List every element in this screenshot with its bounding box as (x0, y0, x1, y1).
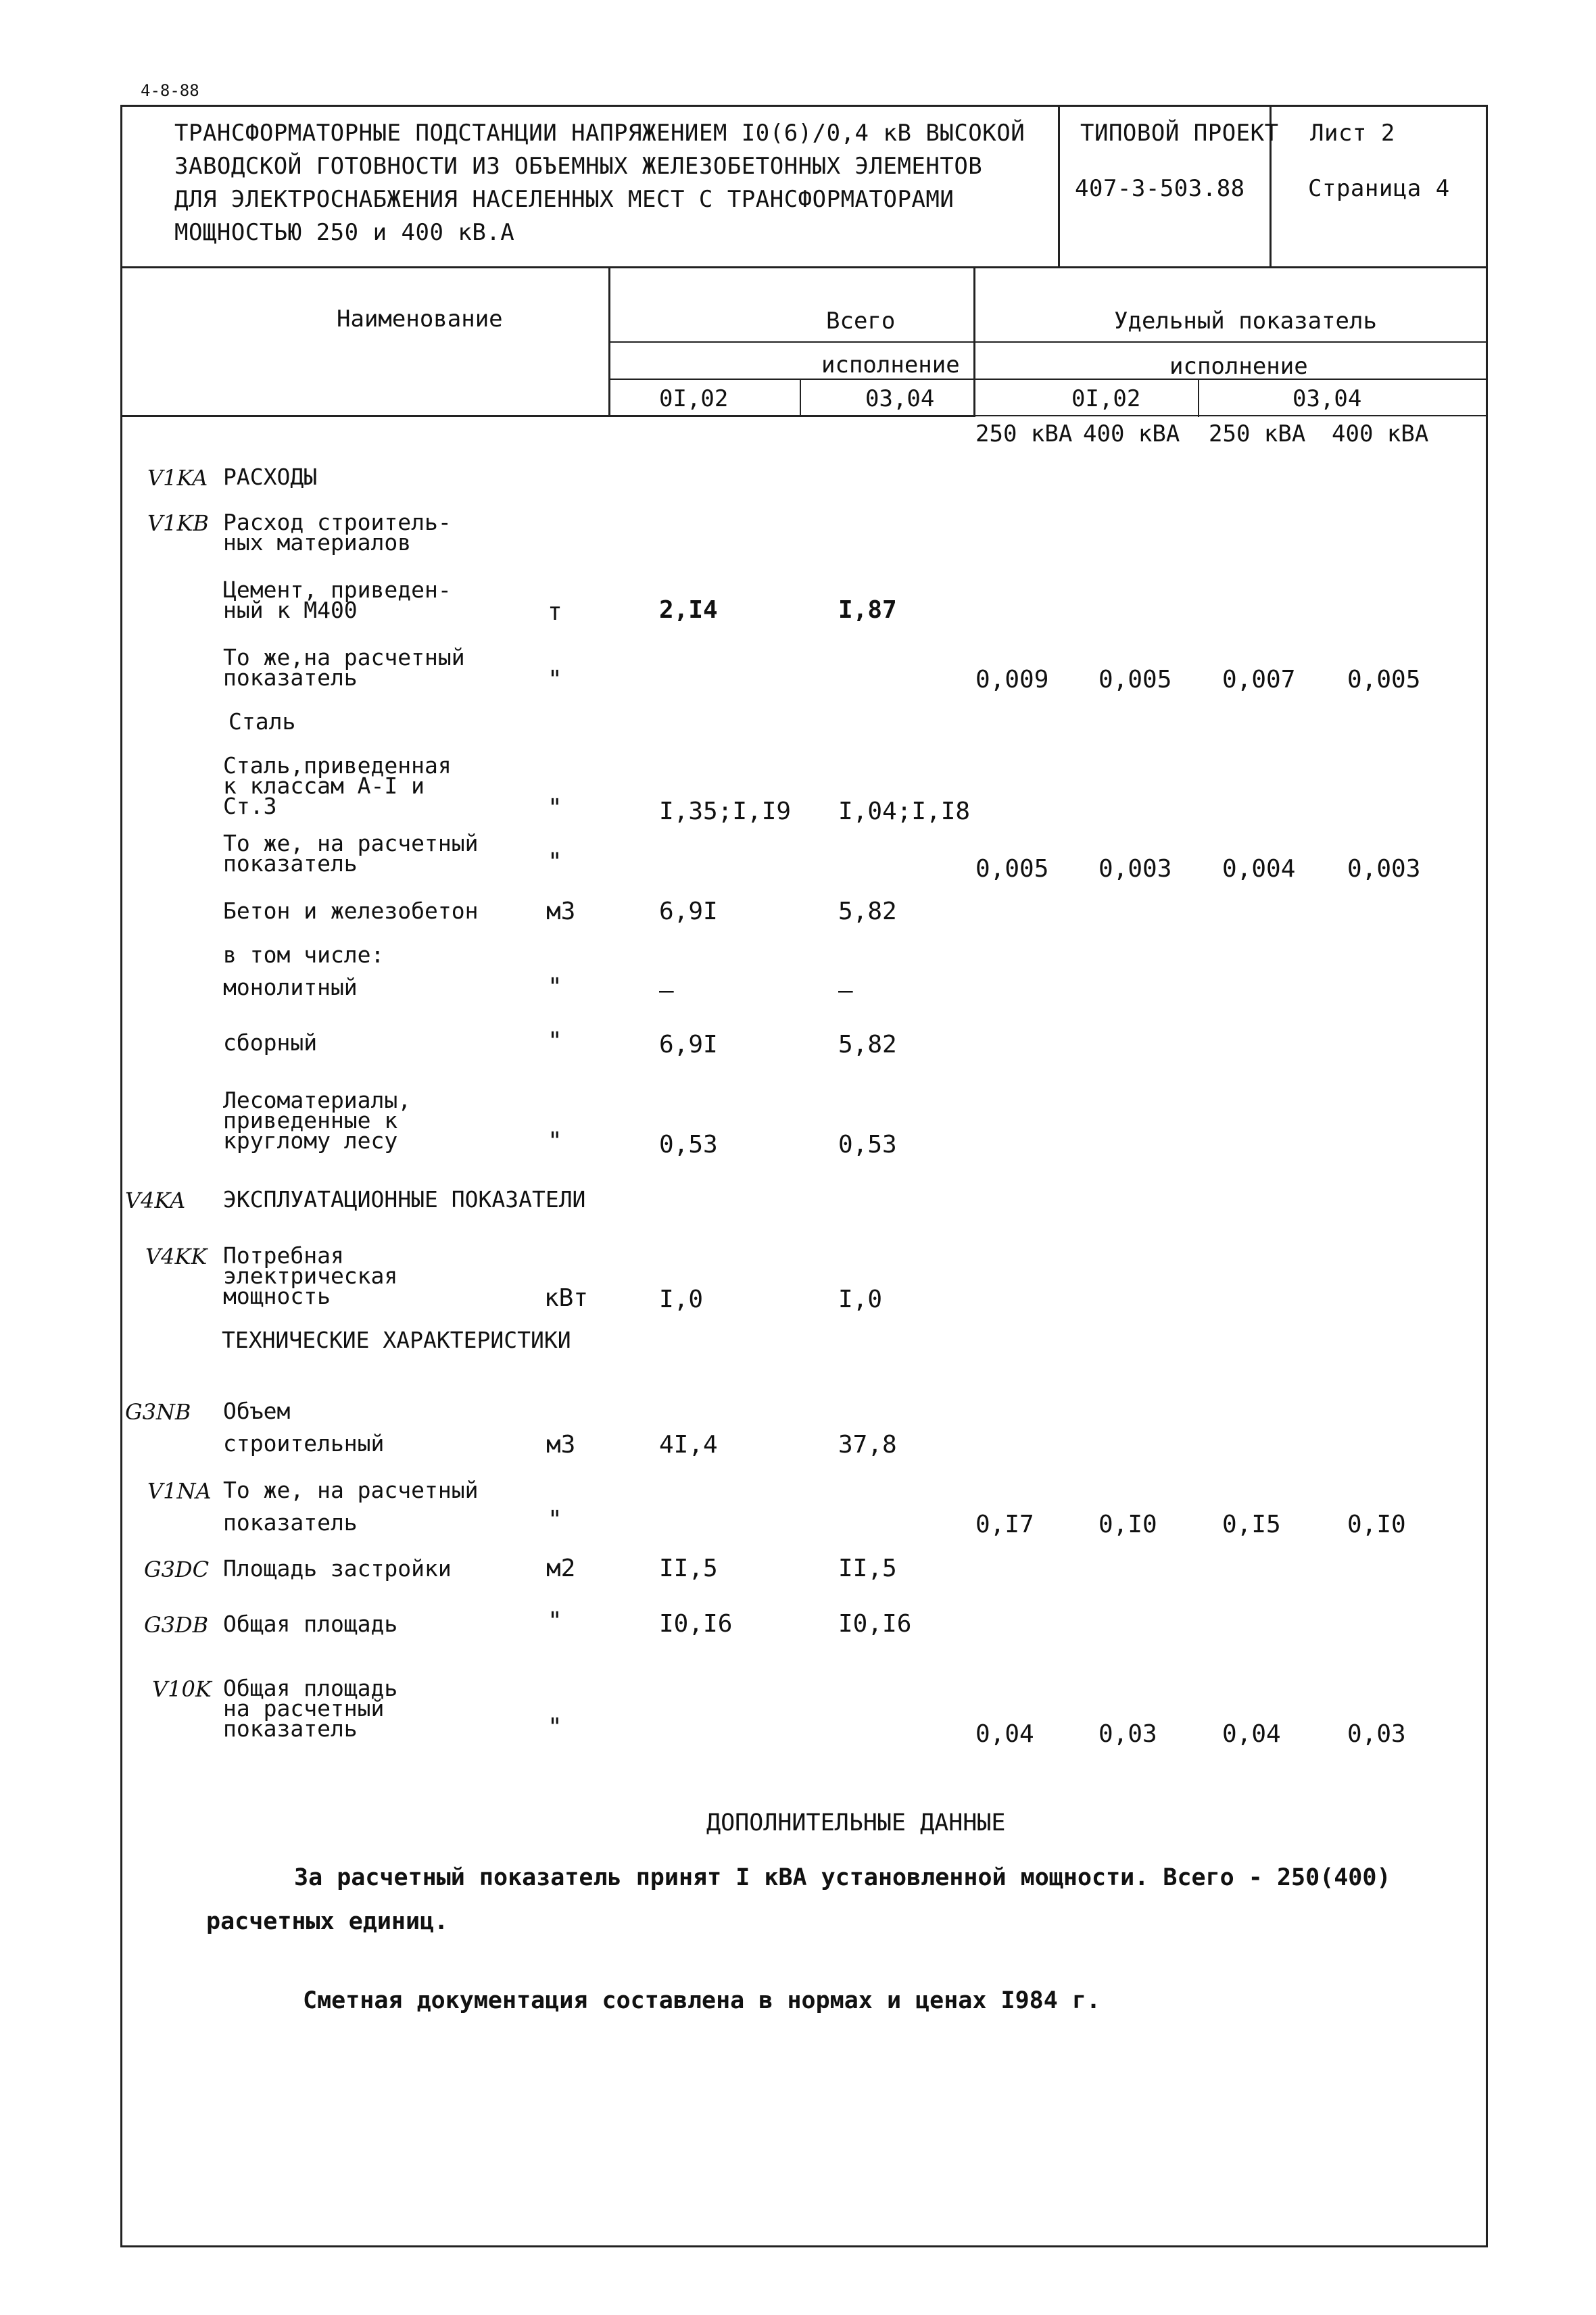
additional-line-2: расчетных единиц. (206, 1908, 449, 1935)
total-value: I,0 (659, 1286, 704, 1313)
row-label: Лесоматериалы, (223, 1087, 412, 1113)
specific-value: 0,03 (1098, 1720, 1157, 1748)
total-value: 0,53 (659, 1131, 718, 1159)
row-label: ных материалов (223, 529, 412, 556)
total-value: 2,I4 (659, 596, 718, 624)
frame-left (120, 105, 122, 2247)
specific-value: 0,04 (975, 1720, 1034, 1748)
row-code: V4KA (125, 1188, 186, 1213)
total-value: I,87 (838, 596, 897, 624)
row-label: Сталь,приведенная (223, 752, 452, 779)
total-value: II,5 (659, 1555, 718, 1582)
total-value: I,0 (838, 1286, 883, 1313)
row-label: мощность (223, 1283, 331, 1309)
total-value: I0,I6 (659, 1610, 733, 1638)
header-kva-250-b: 250 кВА (1209, 420, 1306, 447)
row-unit: " (548, 848, 562, 876)
row-code: V1KB (147, 510, 209, 536)
total-value: 37,8 (838, 1431, 897, 1459)
title-line-1: ТРАНСФОРМАТОРНЫЕ ПОДСТАНЦИИ НАПРЯЖЕНИЕМ I0(6)/0,4 кВ ВЫСОКОЙ (174, 120, 1025, 147)
total-value: 6,9I (659, 898, 718, 925)
additional-line-1: За расчетный показатель принят I кВА установленной мощности. Всего - 250(400) (294, 1864, 1391, 1891)
title-line-2: ЗАВОДСКОЙ ГОТОВНОСТИ ИЗ ОБЪЕМНЫХ ЖЕЛЕЗОБЕТОННЫХ ЭЛЕМЕНТОВ (174, 153, 983, 180)
row-label: Площадь застройки (223, 1555, 452, 1582)
header-kva-400-a: 400 кВА (1083, 420, 1180, 447)
row-code: G3DB (144, 1612, 209, 1638)
row-unit: м3 (546, 1431, 576, 1459)
row-label: показатель (223, 850, 358, 877)
row-label: Цемент, приведен- (223, 577, 452, 603)
row-label: Сталь (228, 708, 296, 735)
sheet-number: Лист 2 (1310, 120, 1395, 147)
frame-top (120, 105, 1488, 107)
row-unit: " (548, 666, 562, 693)
header-specific: Удельный показатель (1114, 308, 1377, 335)
row-code: V1KA (147, 465, 208, 491)
row-unit: " (548, 1607, 562, 1635)
row-label: круглому лесу (223, 1127, 398, 1154)
frame-right (1486, 105, 1488, 2247)
total-value: II,5 (838, 1555, 897, 1582)
header-total-c2: 03,04 (865, 385, 935, 412)
row-code: G3DC (144, 1557, 210, 1582)
row-code: V4KK (145, 1244, 208, 1269)
row-label: То же,на расчетный (223, 644, 465, 671)
row-label: Общая площадь (223, 1675, 398, 1701)
total-value: 5,82 (838, 1031, 897, 1058)
row-label: То же, на расчетный (223, 1477, 479, 1503)
section-heading: ТЕХНИЧЕСКИЕ ХАРАКТЕРИСТИКИ (222, 1327, 571, 1353)
specific-value: 0,I0 (1347, 1511, 1406, 1538)
header-specific-exec: исполнение (1169, 353, 1308, 380)
header-total-exec: исполнение (821, 351, 960, 379)
row-label: монолитный (223, 974, 358, 1000)
additional-line-3: Сметная документация составлена в нормах и ценах I984 г. (303, 1987, 1101, 2014)
row-label: в том числе: (223, 942, 385, 968)
page-number: Страница 4 (1308, 175, 1450, 202)
project-label: ТИПОВОЙ ПРОЕКТ (1080, 120, 1279, 147)
total-value: 0,53 (838, 1131, 897, 1159)
row-label: Расход строитель- (223, 509, 452, 535)
row-unit: " (548, 1506, 562, 1534)
specific-value: 0,I7 (975, 1511, 1034, 1538)
row-label: Потребная (223, 1242, 344, 1269)
header-spec-c1: 0I,02 (1071, 385, 1141, 412)
total-value: – (838, 977, 853, 1004)
row-code: V1NA (147, 1478, 212, 1504)
title-bottom-rule (120, 266, 1488, 268)
specific-value: 0,03 (1347, 1720, 1406, 1748)
row-label: к классам А-I и (223, 773, 425, 799)
header-bottom-rule (120, 415, 973, 417)
row-label: Общая площадь (223, 1611, 398, 1637)
row-label: ный к М400 (223, 597, 358, 623)
row-unit: " (548, 794, 562, 822)
row-code: G3NB (125, 1399, 191, 1425)
row-label: Бетон и железобетон (223, 898, 479, 924)
specific-value: 0,003 (1347, 855, 1421, 883)
specific-value: 0,005 (975, 855, 1049, 883)
document-code: 4-8-88 (141, 81, 199, 100)
specific-value: 0,005 (1347, 666, 1421, 693)
total-value: 6,9I (659, 1031, 718, 1058)
header-total: Всего (826, 308, 896, 335)
row-label: показатель (223, 1509, 358, 1536)
row-label: сборный (223, 1029, 318, 1056)
row-label: То же, на расчетный (223, 830, 479, 856)
total-value: I0,I6 (838, 1610, 912, 1638)
total-value: I,35;I,I9 (659, 798, 792, 825)
specific-value: 0,I0 (1098, 1511, 1157, 1538)
section-heading: ЭКСПЛУАТАЦИОННЫЕ ПОКАЗАТЕЛИ (223, 1186, 586, 1213)
specific-value: 0,003 (1098, 855, 1172, 883)
section-heading: РАСХОДЫ (223, 464, 318, 490)
title-line-3: ДЛЯ ЭЛЕКТРОСНАБЖЕНИЯ НАСЕЛЕННЫХ МЕСТ С ТРАНСФОРМАТОРАМИ (174, 186, 954, 213)
row-label: показатель (223, 664, 358, 691)
row-unit: " (548, 973, 562, 1001)
specific-value: 0,04 (1222, 1720, 1281, 1748)
header-name: Наименование (337, 306, 503, 333)
row-label: Ст.3 (223, 793, 277, 819)
header-total-c1: 0I,02 (659, 385, 729, 412)
header-divider-spec-sub (1198, 379, 1199, 417)
total-value: 4I,4 (659, 1431, 718, 1459)
header-bottom-rule-spec (973, 415, 1487, 416)
row-unit: " (548, 1713, 562, 1741)
header-kva-400-b: 400 кВА (1332, 420, 1429, 447)
specific-value: 0,I5 (1222, 1511, 1281, 1538)
row-unit: кВт (544, 1284, 589, 1312)
header-kva-250-a: 250 кВА (975, 420, 1073, 447)
header-spec-c2: 03,04 (1292, 385, 1362, 412)
row-code: V10K (152, 1676, 212, 1702)
project-number: 407-3-503.88 (1075, 175, 1245, 202)
total-value: I,04;I,I8 (838, 798, 971, 825)
frame-bottom (120, 2245, 1488, 2247)
total-value: – (659, 977, 674, 1004)
title-line-4: МОЩНОСТЬЮ 250 и 400 кВ.А (174, 219, 515, 246)
additional-heading: ДОПОЛНИТЕЛЬНЫЕ ДАННЫЕ (706, 1809, 1006, 1836)
row-label: приведенные к (223, 1107, 398, 1134)
specific-value: 0,009 (975, 666, 1049, 693)
row-unit: т (548, 598, 562, 626)
specific-value: 0,005 (1098, 666, 1172, 693)
row-label: на расчетный (223, 1695, 385, 1722)
header-rule-1 (608, 341, 1487, 343)
header-rule-2 (608, 379, 1487, 380)
row-unit: " (548, 1127, 562, 1155)
row-unit: м3 (546, 898, 576, 925)
row-label: Объем (223, 1398, 291, 1424)
total-value: 5,82 (838, 898, 897, 925)
row-label: электрическая (223, 1263, 398, 1289)
header-divider-total-sub (800, 379, 801, 417)
row-label: строительный (223, 1430, 385, 1457)
specific-value: 0,007 (1222, 666, 1296, 693)
title-divider-1 (1058, 105, 1060, 267)
row-unit: " (548, 1027, 562, 1055)
row-label: показатель (223, 1715, 358, 1742)
row-unit: м2 (546, 1555, 576, 1582)
specific-value: 0,004 (1222, 855, 1296, 883)
